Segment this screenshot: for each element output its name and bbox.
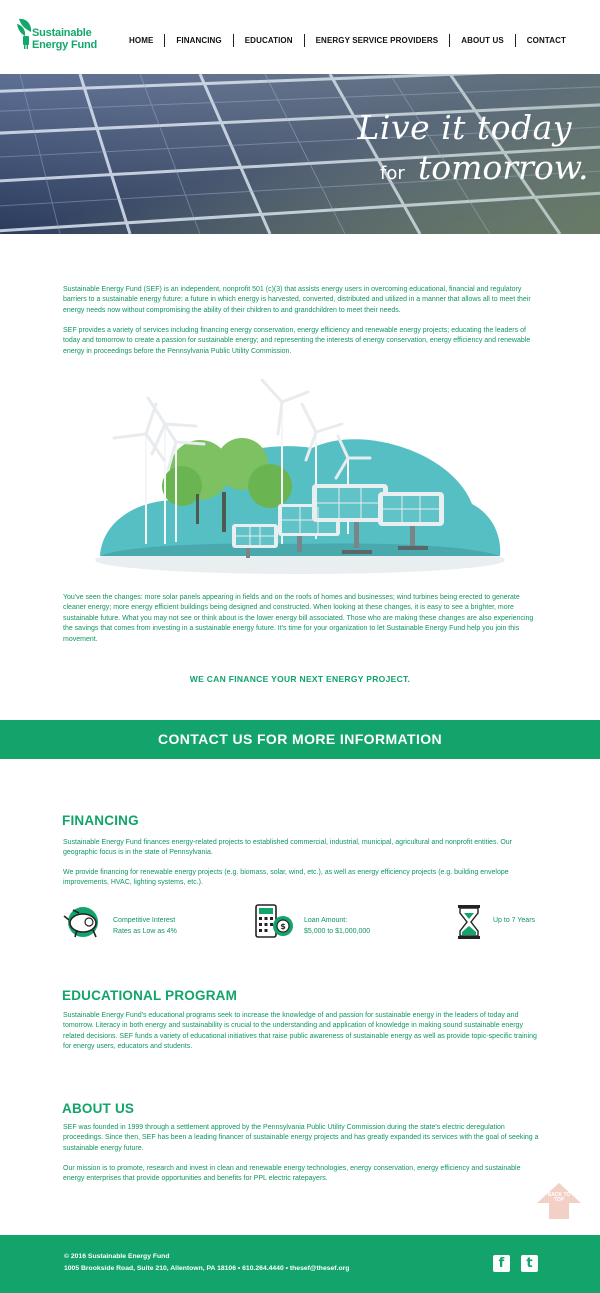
feature-interest-rates: [63, 904, 203, 944]
feature-interest-line2: Rates as Low as 4%: [113, 927, 177, 935]
about-title: ABOUT US: [62, 1101, 135, 1116]
svg-text:$: $: [280, 922, 286, 931]
financing-paragraph-2: We provide financing for renewable energy projects (e.g. biomass, solar, wind, etc.), as well as energy efficiency projects (e.g. building envelope improvements, HVAC, lighting systems, etc.).: [63, 869, 509, 887]
hero-banner: [0, 74, 600, 234]
hourglass-icon: [455, 904, 485, 940]
back-to-top-button[interactable]: [537, 1183, 581, 1219]
feature-interest-line1: Competitive Interest: [113, 917, 176, 924]
nav-education[interactable]: EDUCATION: [234, 34, 305, 47]
footer-copyright: © 2016 Sustainable Energy Fund: [64, 1253, 170, 1260]
facebook-icon[interactable]: f: [493, 1255, 510, 1272]
main-nav: [118, 33, 577, 47]
contact-banner[interactable]: [0, 720, 600, 759]
twitter-icon[interactable]: t: [521, 1255, 538, 1272]
footer-address: 1005 Brookside Road, Suite 210, Allentown, PA 18106 • 610.264.4440 • thesef@thesef.org: [64, 1265, 350, 1272]
feature-loan-line2: $5,000 to $1,000,000: [304, 927, 371, 935]
feature-term: [455, 904, 555, 944]
site-logo[interactable]: [16, 16, 100, 56]
site-header: [0, 0, 600, 74]
feature-loan-line1: Loan Amount:: [304, 917, 348, 924]
feature-term-line1: Up to 7 Years: [493, 917, 536, 924]
nav-energy-service-providers[interactable]: ENERGY SERVICE PROVIDERS: [305, 34, 451, 47]
renewable-energy-illustration: [92, 374, 508, 584]
intro-paragraph-2: SEF provides a variety of services including financing energy conservation, energy efficiency and renewable energy projects; educating the leaders of today and tomorrow to create a passion for sustainable energy; and representing the interests of energy conservation, energy efficiency and renewable energy in proceedings before the Pennsylvania Public Utility Commission.: [63, 327, 531, 355]
back-to-top-label: BACK TO TOP: [547, 1192, 571, 1203]
about-paragraph-2: Our mission is to promote, research and invest in clean and renewable energy technologies, energy conservation, energy efficiency and sustainable energy enterprises that provide opportunities and benefits for PPL electric ratepayers.: [63, 1165, 521, 1183]
piggy-bank-icon: [63, 904, 105, 940]
logo-text-line2: Energy Fund: [32, 39, 98, 51]
hero-tagline-line2: tomorrow.: [418, 148, 589, 187]
hero-tagline-for: for: [380, 163, 405, 184]
financing-title: FINANCING: [62, 813, 139, 828]
about-paragraph-1: SEF was founded in 1999 through a settlement approved by the Pennsylvania Public Utility Commission during the state's electric deregulation proceedings. Since then, SEF has been a leading financer of sustainable energy projects and has greatly expanded its services with the goal of seeking a sustainable energy future.: [63, 1124, 539, 1152]
intro-paragraph-1: Sustainable Energy Fund (SEF) is an independent, nonprofit 501 (c)(3) that assists energy users in overcoming educational, financial and regulatory barriers to a sustainable energy future: a future in which energy is harvested, converted, distributed and utilized in a manner that allows all to meet their energy needs now without compromising the ability of their children to and grandchildren to meet their needs.: [63, 286, 531, 314]
site-footer: [0, 1235, 600, 1293]
finance-cta: WE CAN FINANCE YOUR NEXT ENERGY PROJECT.: [189, 674, 411, 684]
contact-banner-label: CONTACT US FOR MORE INFORMATION: [157, 731, 443, 747]
nav-contact[interactable]: CONTACT: [526, 35, 567, 45]
education-title: EDUCATIONAL PROGRAM: [62, 988, 238, 1003]
logo-text-line1: Sustainable: [32, 27, 92, 39]
feature-loan-amount: [254, 904, 404, 944]
nav-home[interactable]: HOME: [118, 34, 165, 47]
hero-tagline-line1: Live it today: [357, 108, 572, 147]
nav-about-us[interactable]: ABOUT US: [450, 34, 516, 47]
intro-paragraph-3: You've seen the changes: more solar panels appearing in fields and on the roofs of homes and businesses; wind turbines being erected to generate cleaner energy; more energy efficient buildings being designed and constructed. When looking at these changes, it is easy to see a brighter, more sustainable future. What you may not see or think about is the lower energy bill associated. Those who are making these changes are also experiencing the savings that comes from investing in a sustainable energy future. It's time for your organization to let Sustainable Energy Fund help you join this movement.: [63, 594, 534, 643]
financing-paragraph-1: Sustainable Energy Fund finances energy-related projects to established commercial, industrial, municipal, agricultural and nonprofit entities. Our geographic focus is in the state of Pennsylvania.: [63, 839, 513, 857]
nav-financing[interactable]: FINANCING: [165, 34, 233, 47]
calculator-icon: [254, 904, 296, 940]
education-paragraph: Sustainable Energy Fund's educational programs seek to increase the knowledge of and passion for sustainable energy in the leaders of today and tomorrow. Literacy in both energy and sustainability is crucial to the understanding and application of knowledge in making sound sustainable energy related decisions. SEF funds a variety of educational initiatives that raise public awareness of sustainable energy as well as provide topic-specific training for energy users, educators and students.: [63, 1012, 537, 1051]
